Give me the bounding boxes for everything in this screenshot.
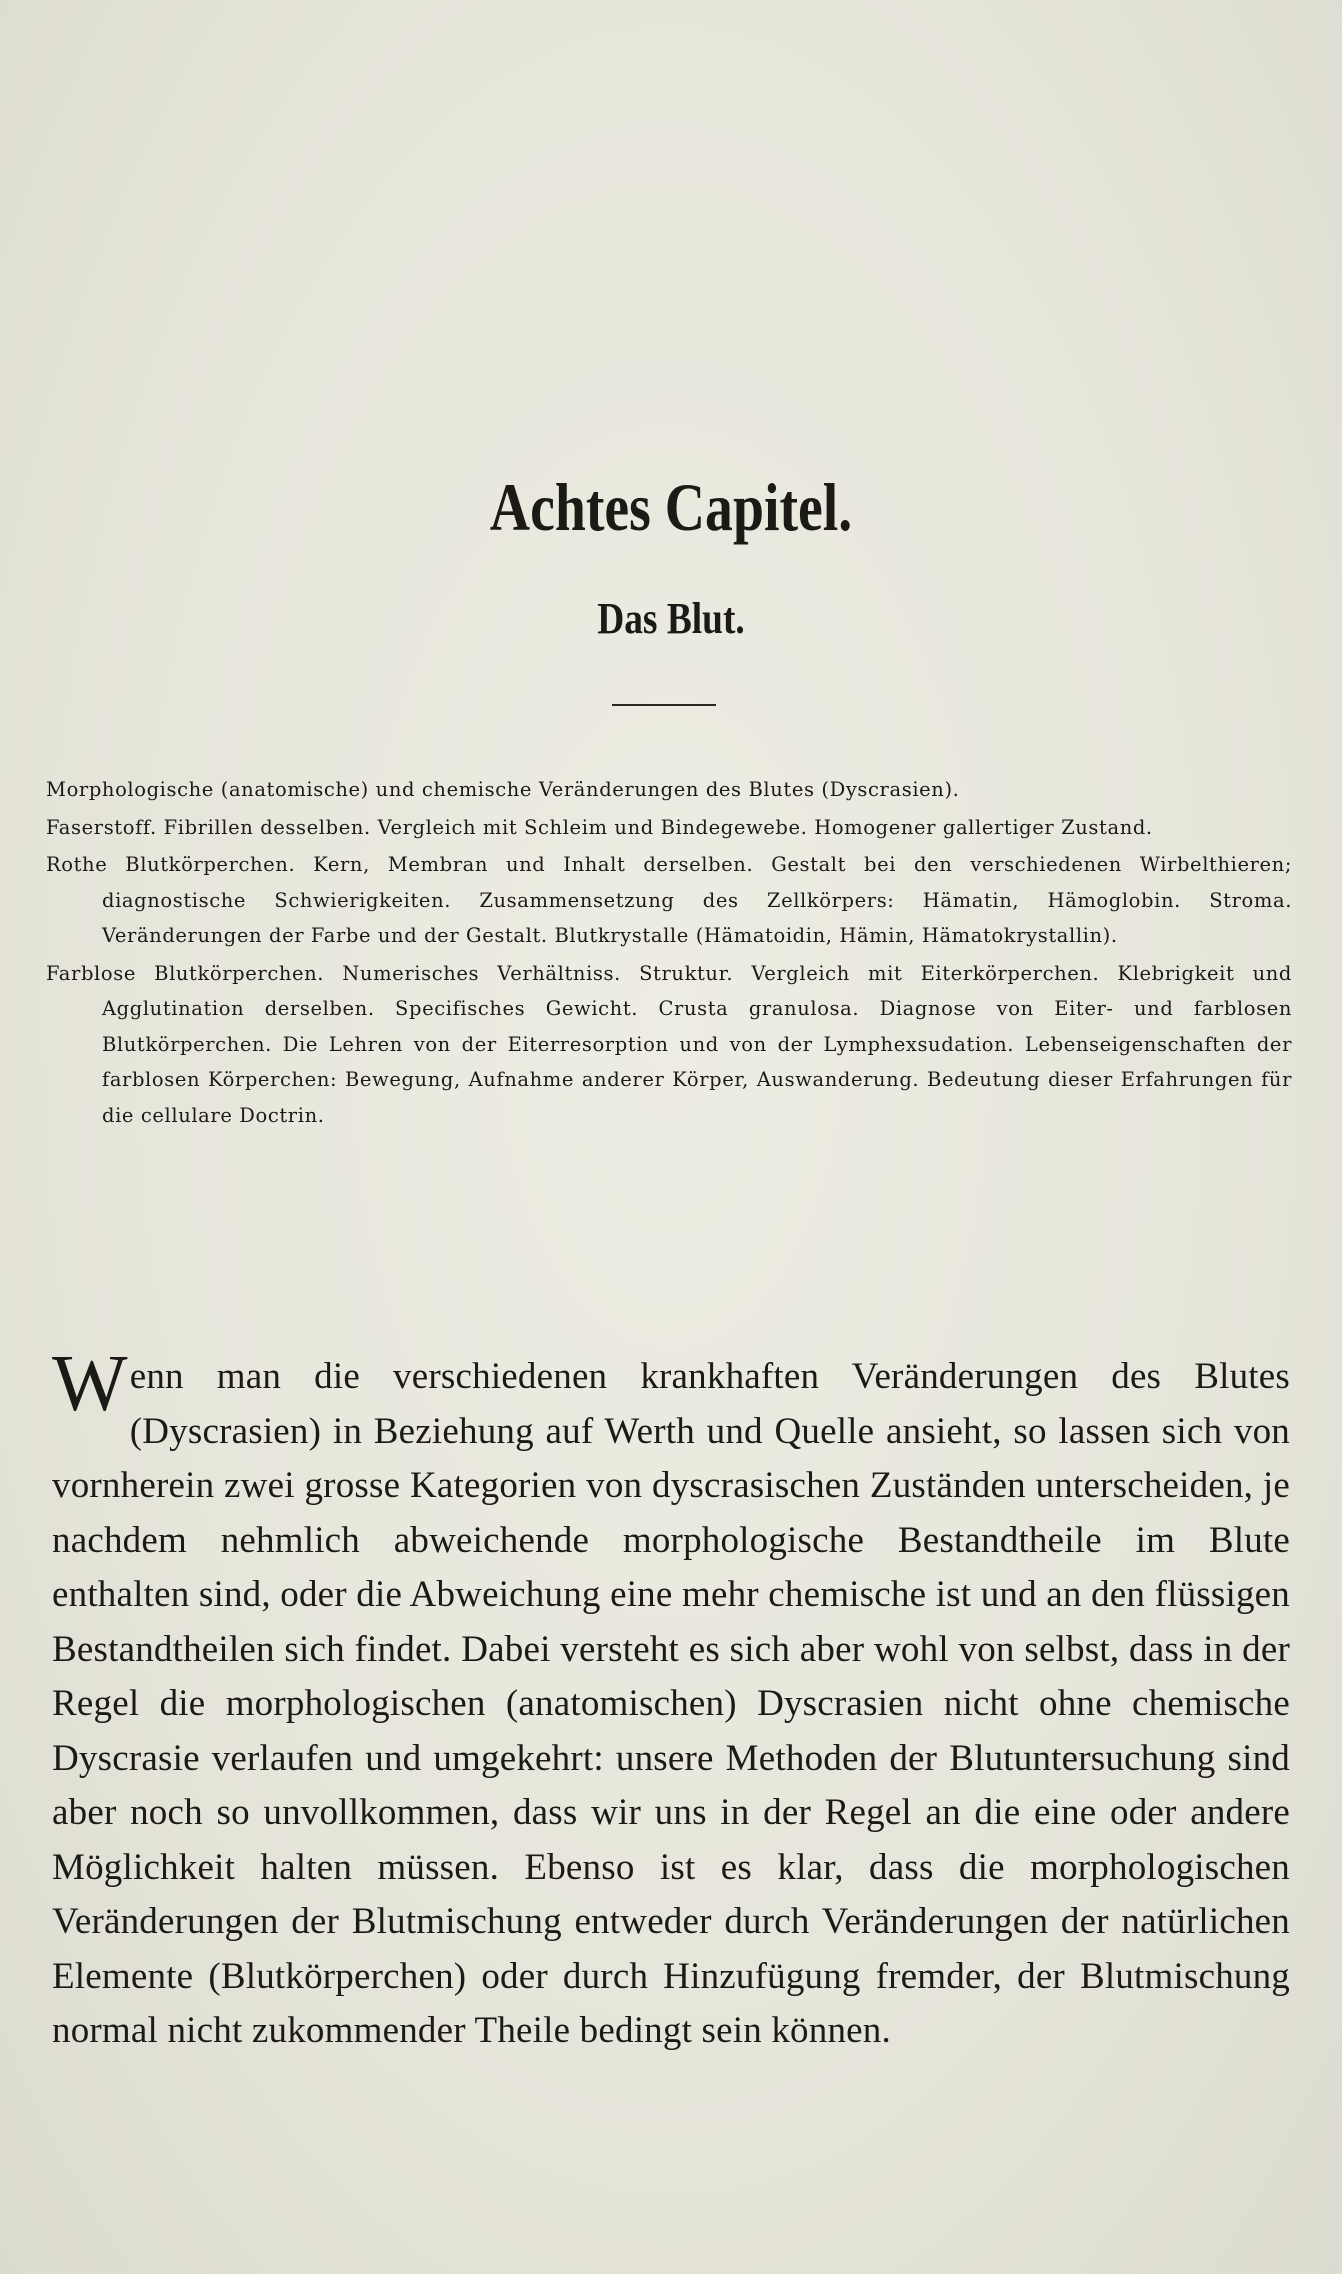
chapter-title: Achtes Capitel. <box>489 469 853 545</box>
body-paragraph-text: enn man die verschiedenen krankhaften Veränderungen des Blutes (Dyscrasien) in Beziehung auf Werth und Quelle ansieht, so lassen sich von vornherein zwei grosse Kategorien von dyscrasischen Zuständen unterscheiden, je nachdem nehmlich abweichende morphologische Bestandtheile im Blute enthalten sind, oder die Abweichung eine mehr chemische ist und an den flüssigen Bestandtheilen sich findet. Dabei versteht es sich aber wohl von selbst, dass in der Regel die morphologischen (anatomischen) Dyscrasien nicht ohne chemische Dyscrasie verlaufen und umgekehrt: unsere Methoden der Blutuntersuchung sind aber noch so unvollkommen, dass wir uns in der Regel an die eine oder andere Möglichkeit halten müssen. Ebenso ist es klar, dass die morphologischen Veränderungen der Blutmischung entweder durch Veränderungen der natürlichen Elemente (Blutkörperchen) oder durch Hinzufügung fremder, der Blutmischung normal nicht zukommender Theile bedingt sein können. <box>52 1356 1290 2051</box>
section-title: Das Blut. <box>597 594 745 643</box>
summary-paragraph: Morphologische (anatomische) und chemische Veränderungen des Blutes (Dyscrasien). <box>46 778 960 801</box>
body-text <box>52 1340 1290 2059</box>
summary-paragraph: Faserstoff. Fibrillen desselben. Vergleich mit Schleim und Bindegewebe. Homogener gallertiger Zustand. <box>46 815 1153 839</box>
body-paragraph <box>52 1340 1290 2059</box>
summary-paragraph: Rothe Blutkörperchen. Kern, Membran und Inhalt derselben. Gestalt bei den verschiedenen Wirbelthieren; diagnostische Schwierigkeiten. Zusammensetzung des Zellkörpers: Hämatin, Hämoglobin. Stroma. Veränderungen der Farbe und der Gestalt. Blutkrystalle (Hämatoidin, Hämin, Hämatokrystallin). <box>46 853 1292 947</box>
chapter-summary <box>46 772 1292 1133</box>
summary-paragraph: Farblose Blutkörperchen. Numerisches Verhältniss. Struktur. Vergleich mit Eiterkörperchen. Klebrigkeit und Agglutination derselben. Specifisches Gewicht. Crusta granulosa. Diagnose von Eiter- und farblosen Blutkörperchen. Die Lehren von der Eiterresorption und von der Lymphexsudation. Lebenseigenschaften der farblosen Körperchen: Bewegung, Aufnahme anderer Körper, Auswanderung. Bedeutung dieser Erfahrungen für die cellulare Doctrin. <box>46 961 1292 1127</box>
initial-letter: W <box>52 1340 128 1428</box>
divider-rule <box>612 704 716 706</box>
